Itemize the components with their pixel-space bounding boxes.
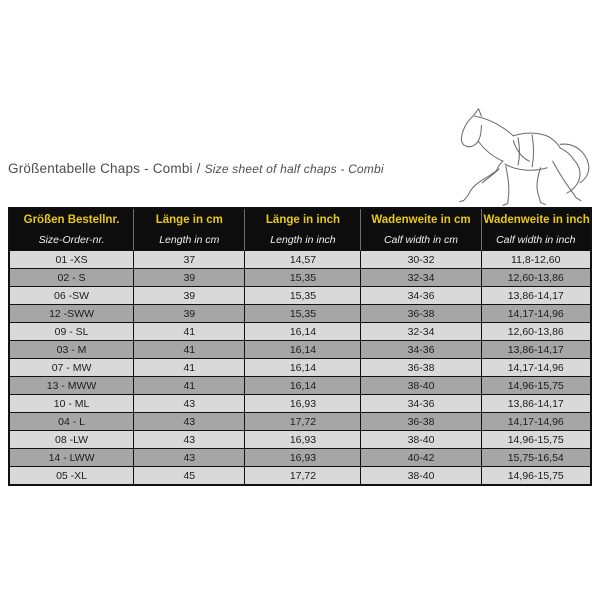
table-row xyxy=(10,395,590,413)
table-cell: 03 - M xyxy=(10,341,134,359)
table-cell: 40-42 xyxy=(361,449,481,467)
table-row xyxy=(10,467,590,484)
table-cell: 16,93 xyxy=(245,395,361,413)
table-cell: 17,72 xyxy=(245,413,361,431)
horse-illustration xyxy=(439,103,597,211)
table-cell: 16,14 xyxy=(245,323,361,341)
table-cell: 12,60-13,86 xyxy=(482,269,590,287)
col-header-calf-inch-en: Calf width in inch xyxy=(482,230,590,251)
table-cell: 02 - S xyxy=(10,269,134,287)
table-cell: 43 xyxy=(134,431,245,449)
table-cell: 13,86-14,17 xyxy=(482,341,590,359)
table-cell: 38-40 xyxy=(361,431,481,449)
table-cell: 13 - MWW xyxy=(10,377,134,395)
table-cell: 14,96-15,75 xyxy=(482,467,590,484)
table-row xyxy=(10,413,590,431)
table-cell: 14 - LWW xyxy=(10,449,134,467)
table-row xyxy=(10,377,590,395)
table-cell: 07 - MW xyxy=(10,359,134,377)
table-cell: 41 xyxy=(134,341,245,359)
table-cell: 36-38 xyxy=(361,359,481,377)
table-row xyxy=(10,251,590,269)
table-cell: 34-36 xyxy=(361,395,481,413)
table-row xyxy=(10,287,590,305)
table-cell: 13,86-14,17 xyxy=(482,287,590,305)
table-cell: 39 xyxy=(134,287,245,305)
table-row xyxy=(10,449,590,467)
table-cell: 15,75-16,54 xyxy=(482,449,590,467)
col-header-calf-cm-en: Calf width in cm xyxy=(361,230,481,251)
table-cell: 08 -LW xyxy=(10,431,134,449)
size-table-body xyxy=(10,251,590,484)
table-cell: 04 - L xyxy=(10,413,134,431)
table-cell: 41 xyxy=(134,377,245,395)
table-cell: 16,93 xyxy=(245,449,361,467)
table-cell: 39 xyxy=(134,269,245,287)
page-title xyxy=(8,161,384,176)
table-cell: 15,35 xyxy=(245,287,361,305)
page-title-de: Größentabelle Chaps - Combi xyxy=(8,161,193,176)
table-cell: 10 - ML xyxy=(10,395,134,413)
table-cell: 16,14 xyxy=(245,377,361,395)
header-row-english xyxy=(10,230,590,251)
table-cell: 43 xyxy=(134,449,245,467)
table-cell: 14,17-14,96 xyxy=(482,359,590,377)
table-row xyxy=(10,359,590,377)
title-separator: / xyxy=(192,161,205,176)
table-cell: 15,35 xyxy=(245,269,361,287)
table-cell: 06 -SW xyxy=(10,287,134,305)
table-cell: 01 -XS xyxy=(10,251,134,269)
table-cell: 12 -SWW xyxy=(10,305,134,323)
table-cell: 14,96-15,75 xyxy=(482,377,590,395)
table-cell: 38-40 xyxy=(361,467,481,484)
table-row xyxy=(10,431,590,449)
table-row xyxy=(10,305,590,323)
table-cell: 32-34 xyxy=(361,269,481,287)
table-cell: 39 xyxy=(134,305,245,323)
col-header-calf-cm-de: Wadenweite in cm xyxy=(361,209,481,230)
col-header-length-cm-en: Length in cm xyxy=(134,230,245,251)
table-cell: 36-38 xyxy=(361,305,481,323)
size-table xyxy=(8,207,592,486)
col-header-length-cm-de: Länge in cm xyxy=(134,209,245,230)
table-cell: 34-36 xyxy=(361,341,481,359)
table-cell: 16,14 xyxy=(245,359,361,377)
table-cell: 32-34 xyxy=(361,323,481,341)
table-row xyxy=(10,269,590,287)
table-cell: 11,8-12,60 xyxy=(482,251,590,269)
table-cell: 05 -XL xyxy=(10,467,134,484)
table-cell: 15,35 xyxy=(245,305,361,323)
table-cell: 43 xyxy=(134,413,245,431)
table-cell: 14,57 xyxy=(245,251,361,269)
col-header-length-inch-en: Length in inch xyxy=(245,230,361,251)
table-cell: 36-38 xyxy=(361,413,481,431)
table-cell: 17,72 xyxy=(245,467,361,484)
table-cell: 12,60-13,86 xyxy=(482,323,590,341)
col-header-order-nr-de: Größen Bestellnr. xyxy=(10,209,134,230)
table-cell: 16,93 xyxy=(245,431,361,449)
col-header-calf-inch-de: Wadenweite in inch xyxy=(482,209,590,230)
table-cell: 09 - SL xyxy=(10,323,134,341)
table-cell: 13,86-14,17 xyxy=(482,395,590,413)
table-row xyxy=(10,323,590,341)
table-cell: 14,17-14,96 xyxy=(482,305,590,323)
table-cell: 14,96-15,75 xyxy=(482,431,590,449)
table-cell: 16,14 xyxy=(245,341,361,359)
table-cell: 34-36 xyxy=(361,287,481,305)
size-table-header xyxy=(10,209,590,251)
header-row-german xyxy=(10,209,590,230)
table-cell: 30-32 xyxy=(361,251,481,269)
table-cell: 41 xyxy=(134,359,245,377)
col-header-order-nr-en: Size-Order-nr. xyxy=(10,230,134,251)
col-header-length-inch-de: Länge in inch xyxy=(245,209,361,230)
table-row xyxy=(10,341,590,359)
table-cell: 37 xyxy=(134,251,245,269)
table-cell: 41 xyxy=(134,323,245,341)
table-cell: 38-40 xyxy=(361,377,481,395)
table-cell: 43 xyxy=(134,395,245,413)
page-title-en: Size sheet of half chaps - Combi xyxy=(204,162,384,176)
table-cell: 45 xyxy=(134,467,245,484)
table-cell: 14,17-14,96 xyxy=(482,413,590,431)
